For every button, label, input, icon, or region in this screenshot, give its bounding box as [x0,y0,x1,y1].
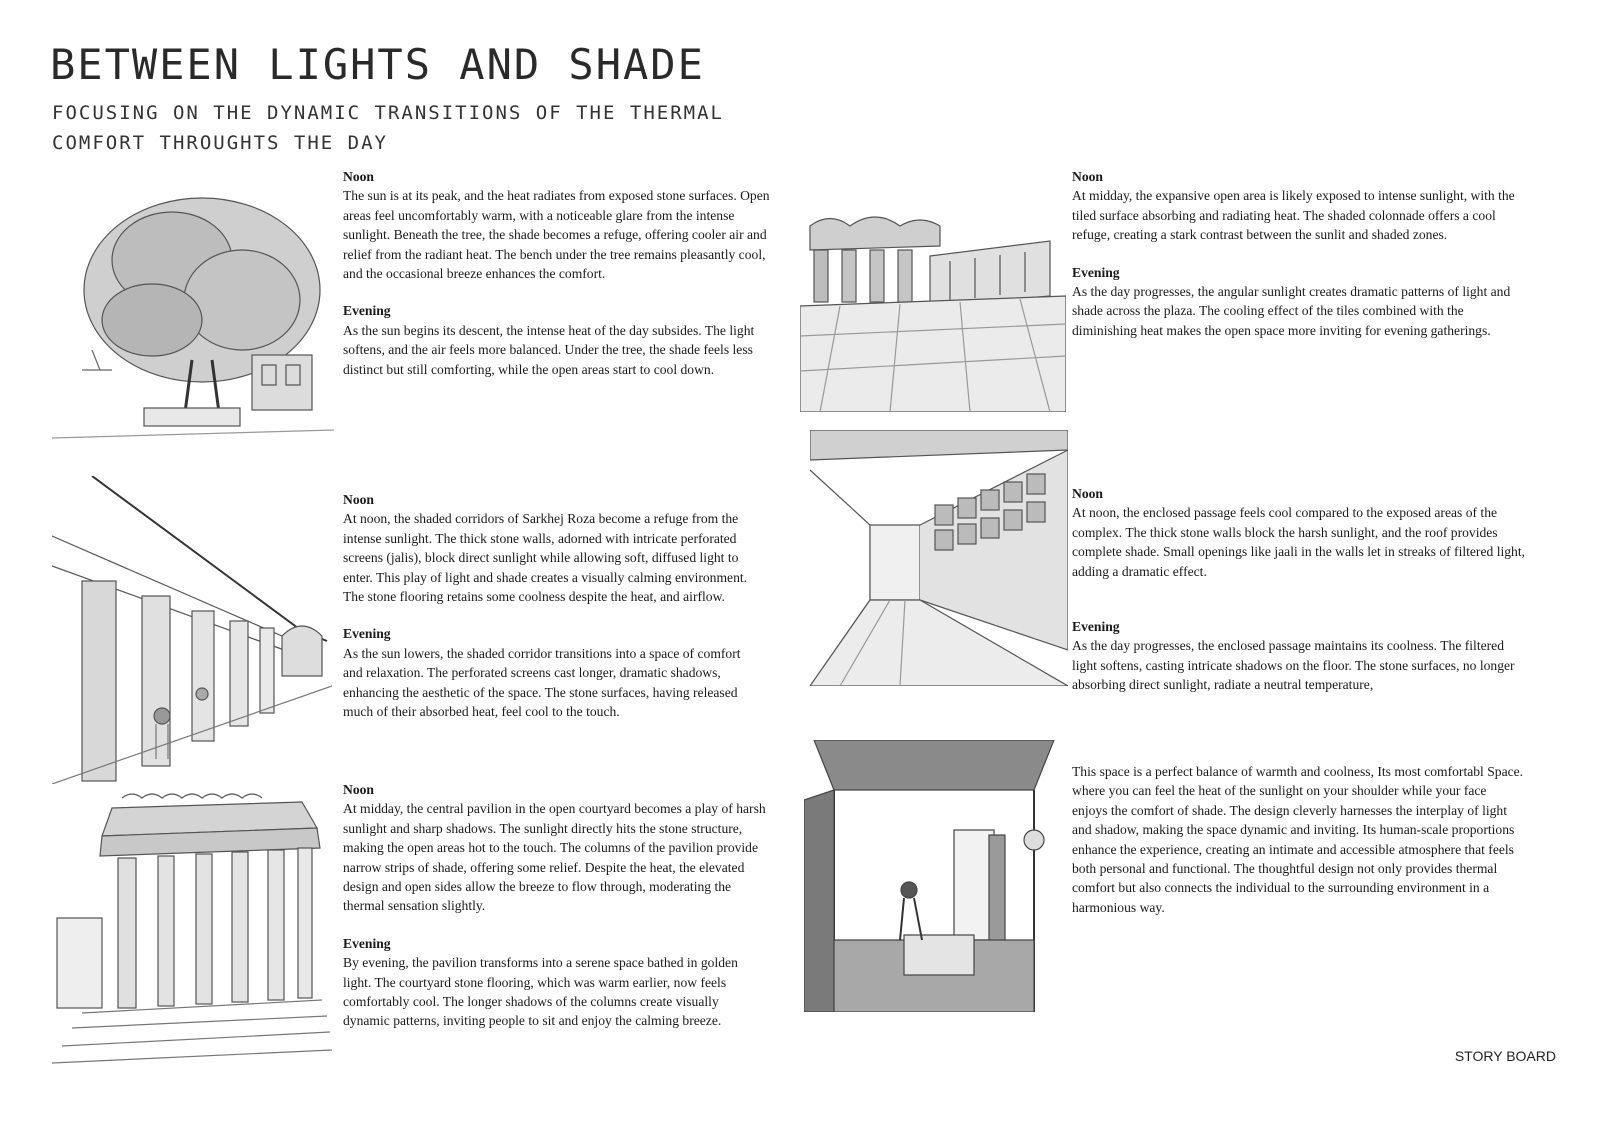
pavilion-text-block [343,780,768,1031]
balance-sketch [804,740,1068,1012]
plaza-sketch [800,206,1066,412]
corridor-text-block [343,490,758,721]
plaza-text-block [1072,167,1527,340]
passage-evening-text: As the day progresses, the enclosed passage maintains its coolness. The filtered light softens, casting intricate shadows on the floor. The stone surfaces, no longer absorbing direct sunlight, radiate a neutral temperature, [1072,638,1515,693]
balance-text-block [1072,762,1524,917]
passage-sketch [810,430,1068,686]
pavilion-evening-heading: Evening [343,935,391,951]
corridor-evening-text: As the sun lowers, the shaded corridor transitions into a space of comfort and relaxation. The perforated screens cast longer, dramatic shadows, enhancing the aesthetic of the space. The stone surfaces, having released much of their absorbed heat, feel cool to the touch. [343,645,741,720]
page-subtitle: FOCUSING ON THE DYNAMIC TRANSITIONS OF THE THERMAL COMFORT THROUGHTS THE DAY [52,102,724,154]
tree-text-block [343,167,778,379]
plaza-evening-heading: Evening [1072,264,1120,280]
plaza-evening-text: As the day progresses, the angular sunlight creates dramatic patterns of light and shade across the plaza. The cooling effect of the tiles combined with the diminishing heat makes the open space more inviting for evening gatherings. [1072,284,1511,338]
corridor-noon-text: At noon, the shaded corridors of Sarkhej Roza become a refuge from the intense sunlight. The thick stone walls, adorned with intricate perforated screens (jalis), block direct sunlight while allowing soft, diffused light to enter. This play of light and shade creates a visually calming environment. The stone flooring retains some coolness despite the heat, and airflow. [343,511,748,605]
passage-noon-heading: Noon [1072,486,1103,501]
corridor-noon-heading: Noon [343,492,374,507]
page-title: BETWEEN LIGHTS AND SHADE [50,40,705,89]
pavilion-sketch [52,788,332,1068]
tree-noon-text: The sun is at its peak, and the heat radiates from exposed stone surfaces. Open areas feel uncomfortably warm, with a noticeable glare from the intense sunlight. Beneath the tree, the shade becomes a refuge, offering cooler air and relief from the radiant heat. The bench under the tree remains pleasantly cool, and the occasional breeze enhances the comfort. [343,188,770,282]
corridor-evening-heading: Evening [343,626,391,642]
plaza-noon-heading: Noon [1072,169,1103,184]
tree-evening-text: As the sun begins its descent, the intense heat of the day subsides. The light softens, and the air feels more balanced. Under the tree, the shade feels less distinct but still comforting, while the open areas start to cool down. [343,322,755,377]
tree-evening-heading: Evening [343,303,391,319]
pavilion-noon-heading: Noon [343,782,374,797]
tree-sketch [52,180,334,478]
pavilion-evening-text: By evening, the pavilion transforms into a serene space bathed in golden light. The courtyard stone flooring, which was warm earlier, now feels comfortably cool. The longer shadows of the columns create visually dynamic patterns, inviting people to sit and enjoy the calming breeze. [343,955,738,1029]
passage-evening-heading: Evening [1072,619,1120,635]
plaza-noon-text: At midday, the expansive open area is likely exposed to intense sunlight, with the tiled surface absorbing and radiating heat. The shaded colonnade offers a cool refuge, creating a stark contrast between the sunlit and shaded zones. [1072,188,1515,243]
story-board-label: STORY BOARD [1454,1048,1556,1064]
passage-noon-text: At noon, the enclosed passage feels cool compared to the exposed areas of the complex. The thick stone walls block the harsh sunlight, and the roof provides complete shade. Small openings like jaali in the walls let in streaks of filtered light, adding a dramatic effect. [1072,505,1526,579]
corridor-sketch [52,476,332,784]
passage-text-block [1072,484,1527,695]
balance-text: This space is a perfect balance of warmth and coolness, Its most comfortabl Space. where you can feel the heat of the sunlight on your shoulder while your face enjoys the comfort of shade. The design cleverly harnesses the interplay of light and shadow, making the space dynamic and inviting. Its human-scale proportions enhance the experience, creating an intimate and accessible atmosphere that feels both personal and functional. The thoughtful design not only provides thermal comfort but also connects the individual to the surrounding environment in a harmonious way. [1072,764,1524,915]
pavilion-noon-text: At midday, the central pavilion in the open courtyard becomes a play of harsh sunlight and sharp shadows. The sunlight directly hits the stone structure, making the open areas hot to the touch. The columns of the pavilion provide narrow strips of shade, offering some relief. Despite the heat, the elevated design and open sides allow the breeze to flow through, moderating the thermal sensation slightly. [343,801,766,914]
tree-noon-heading: Noon [343,169,374,184]
